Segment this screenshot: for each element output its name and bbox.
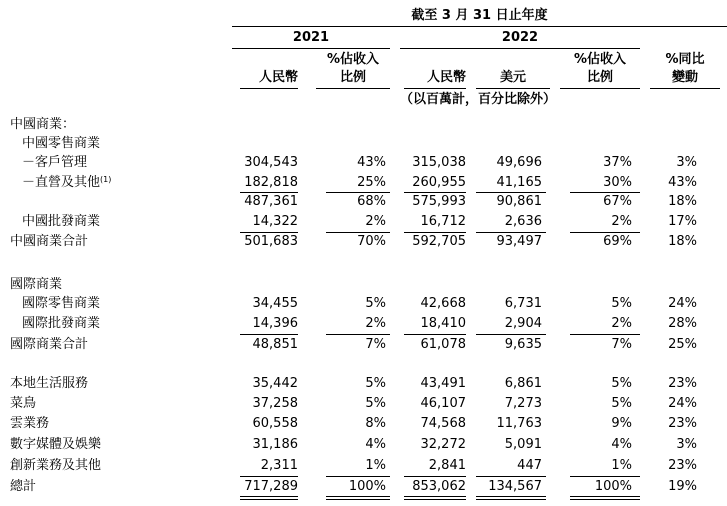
cell-pct22: 7% xyxy=(611,337,632,352)
subtotal-rule xyxy=(404,232,466,233)
cell-usd22: 134,567 xyxy=(488,479,542,494)
rule-h-pct21 xyxy=(316,88,390,89)
cell-usd22: 93,497 xyxy=(496,234,542,249)
cell-rmb21: 48,851 xyxy=(252,337,298,352)
subtotal-rule xyxy=(570,232,640,233)
cell-rmb21: 501,683 xyxy=(244,234,298,249)
row-label-media: 數字媒體及娛樂 xyxy=(10,437,102,452)
fiscal-period-header: 截至 3 月 31 日止年度 xyxy=(411,8,548,23)
cell-pct21: 70% xyxy=(357,234,386,249)
col-header-rmb-2021: 人民幣 xyxy=(258,70,298,85)
col-header-yoy-l1: %同比 xyxy=(665,52,705,67)
row-label-direct-sales xyxy=(22,175,111,191)
subtotal-rule xyxy=(476,192,546,193)
period-underline xyxy=(232,26,727,27)
subtotal-rule xyxy=(240,476,298,477)
row-label-china-total: 中國商業合計 xyxy=(10,234,89,249)
subtotal-rule xyxy=(476,476,546,477)
cell-pct21: 43% xyxy=(357,155,386,170)
subtotal-rule xyxy=(570,192,640,193)
cell-yoy: 17% xyxy=(668,214,697,229)
cell-pct21: 68% xyxy=(357,194,386,209)
cell-rmb21: 717,289 xyxy=(244,479,298,494)
cell-rmb22: 2,841 xyxy=(428,458,466,473)
cell-yoy: 28% xyxy=(668,316,697,331)
cell-yoy: 23% xyxy=(668,458,697,473)
cell-yoy: 24% xyxy=(668,396,697,411)
cell-usd22: 447 xyxy=(517,458,542,473)
total-double-rule xyxy=(570,496,640,500)
cell-rmb21: 2,311 xyxy=(260,458,298,473)
cell-pct21: 2% xyxy=(365,214,386,229)
cell-pct21: 5% xyxy=(365,396,386,411)
cell-pct22: 37% xyxy=(603,155,632,170)
units-note: （以百萬計，百分比除外） xyxy=(400,92,557,107)
cell-usd22: 6,731 xyxy=(504,296,542,311)
cell-pct22: 2% xyxy=(611,316,632,331)
cell-pct22: 5% xyxy=(611,376,632,391)
cell-pct21: 1% xyxy=(365,458,386,473)
cell-pct21: 100% xyxy=(348,479,386,494)
cell-rmb21: 14,322 xyxy=(252,214,298,229)
cell-yoy: 18% xyxy=(668,234,697,249)
row-label-china-wholesale: 中國批發商業 xyxy=(22,214,101,229)
cell-rmb22: 260,955 xyxy=(412,175,466,190)
cell-rmb22: 61,078 xyxy=(420,337,466,352)
year-2021-header: 2021 xyxy=(292,30,330,45)
year-2022-underline xyxy=(400,48,640,49)
row-label-direct-sales-text: －直營及其他 xyxy=(22,175,101,190)
row-label-intl-retail: 國際零售商業 xyxy=(22,296,101,311)
cell-usd22: 2,636 xyxy=(504,214,542,229)
row-label-total: 總計 xyxy=(10,479,37,494)
cell-rmb22: 575,993 xyxy=(412,194,466,209)
col-header-usd-2022: 美元 xyxy=(499,70,526,85)
cell-pct22: 5% xyxy=(611,296,632,311)
rule-h-usd22 xyxy=(476,88,550,89)
cell-usd22: 7,273 xyxy=(504,396,542,411)
total-double-rule xyxy=(476,496,546,500)
cell-pct21: 7% xyxy=(365,337,386,352)
row-label-innovation: 創新業務及其他 xyxy=(10,458,102,473)
cell-yoy: 3% xyxy=(676,437,697,452)
cell-yoy: 25% xyxy=(668,337,697,352)
cell-usd22: 6,861 xyxy=(504,376,542,391)
cell-pct21: 5% xyxy=(365,296,386,311)
cell-rmb21: 34,455 xyxy=(252,296,298,311)
total-double-rule xyxy=(326,496,390,500)
year-2021-underline xyxy=(232,48,390,49)
subtotal-rule xyxy=(326,232,390,233)
col-header-pct-2022-l2: 比例 xyxy=(586,70,613,85)
col-header-pct-2021-l2: 比例 xyxy=(339,70,366,85)
cell-rmb22: 43,491 xyxy=(420,376,466,391)
cell-rmb22: 315,038 xyxy=(412,155,466,170)
cell-pct21: 5% xyxy=(365,376,386,391)
rule-h-rmb22 xyxy=(404,88,466,89)
row-label-china-retail: 中國零售商業 xyxy=(22,136,101,151)
cell-rmb21: 31,186 xyxy=(252,437,298,452)
subtotal-rule xyxy=(326,192,390,193)
cell-pct21: 8% xyxy=(365,416,386,431)
col-header-rmb-2022: 人民幣 xyxy=(426,70,466,85)
cell-yoy: 3% xyxy=(676,155,697,170)
cell-pct21: 4% xyxy=(365,437,386,452)
cell-pct22: 67% xyxy=(603,194,632,209)
col-header-pct-2022-l1: %佔收入 xyxy=(573,52,627,67)
cell-pct22: 5% xyxy=(611,396,632,411)
cell-yoy: 24% xyxy=(668,296,697,311)
row-label-customer-mgmt: －客戶管理 xyxy=(22,155,88,170)
cell-usd22: 41,165 xyxy=(496,175,542,190)
row-label-intl-wholesale: 國際批發商業 xyxy=(22,316,101,331)
footnote-marker: (1) xyxy=(100,175,112,184)
cell-rmb22: 74,568 xyxy=(420,416,466,431)
cell-usd22: 2,904 xyxy=(504,316,542,331)
subtotal-rule xyxy=(326,476,390,477)
cell-rmb22: 46,107 xyxy=(420,396,466,411)
cell-rmb22: 853,062 xyxy=(412,479,466,494)
cell-usd22: 49,696 xyxy=(496,155,542,170)
cell-pct22: 30% xyxy=(603,175,632,190)
subtotal-rule xyxy=(240,232,298,233)
subtotal-rule xyxy=(326,334,390,335)
year-2022-header: 2022 xyxy=(501,30,539,45)
subtotal-rule xyxy=(240,192,298,193)
cell-pct22: 1% xyxy=(611,458,632,473)
cell-usd22: 90,861 xyxy=(496,194,542,209)
total-double-rule xyxy=(404,496,466,500)
subtotal-rule xyxy=(240,334,298,335)
cell-rmb21: 60,558 xyxy=(252,416,298,431)
row-label-local-services: 本地生活服務 xyxy=(10,376,89,391)
cell-rmb21: 182,818 xyxy=(244,175,298,190)
subtotal-rule xyxy=(404,476,466,477)
row-label-intl-commerce: 國際商業 xyxy=(10,277,63,292)
cell-rmb21: 37,258 xyxy=(252,396,298,411)
cell-usd22: 9,635 xyxy=(504,337,542,352)
cell-yoy: 19% xyxy=(668,479,697,494)
cell-yoy: 18% xyxy=(668,194,697,209)
cell-rmb21: 14,396 xyxy=(252,316,298,331)
cell-usd22: 11,763 xyxy=(496,416,542,431)
cell-rmb22: 32,272 xyxy=(420,437,466,452)
cell-pct22: 2% xyxy=(611,214,632,229)
cell-rmb22: 592,705 xyxy=(412,234,466,249)
rule-h-yoy xyxy=(650,88,720,89)
rule-h-rmb21 xyxy=(240,88,298,89)
cell-pct21: 2% xyxy=(365,316,386,331)
subtotal-rule xyxy=(476,334,546,335)
subtotal-rule xyxy=(404,334,466,335)
subtotal-rule xyxy=(570,334,640,335)
cell-rmb21: 304,543 xyxy=(244,155,298,170)
row-label-china-commerce: 中國商業： xyxy=(10,117,76,132)
cell-pct22: 100% xyxy=(594,479,632,494)
cell-yoy: 23% xyxy=(668,376,697,391)
cell-rmb21: 487,361 xyxy=(244,194,298,209)
cell-yoy: 23% xyxy=(668,416,697,431)
cell-pct22: 9% xyxy=(611,416,632,431)
subtotal-rule xyxy=(404,192,466,193)
col-header-pct-2021-l1: %佔收入 xyxy=(326,52,380,67)
col-header-yoy-l2: 變動 xyxy=(671,70,698,85)
cell-rmb22: 16,712 xyxy=(420,214,466,229)
cell-pct22: 4% xyxy=(611,437,632,452)
row-label-intl-total: 國際商業合計 xyxy=(10,337,89,352)
cell-rmb22: 18,410 xyxy=(420,316,466,331)
cell-yoy: 43% xyxy=(668,175,697,190)
cell-rmb22: 42,668 xyxy=(420,296,466,311)
subtotal-rule xyxy=(570,476,640,477)
rule-h-pct22 xyxy=(560,88,640,89)
cell-pct21: 25% xyxy=(357,175,386,190)
cell-pct22: 69% xyxy=(603,234,632,249)
cell-rmb21: 35,442 xyxy=(252,376,298,391)
total-double-rule xyxy=(240,496,298,500)
row-label-cainiao: 菜鳥 xyxy=(10,396,37,411)
cell-usd22: 5,091 xyxy=(504,437,542,452)
subtotal-rule xyxy=(476,232,546,233)
row-label-cloud: 雲業務 xyxy=(10,416,50,431)
